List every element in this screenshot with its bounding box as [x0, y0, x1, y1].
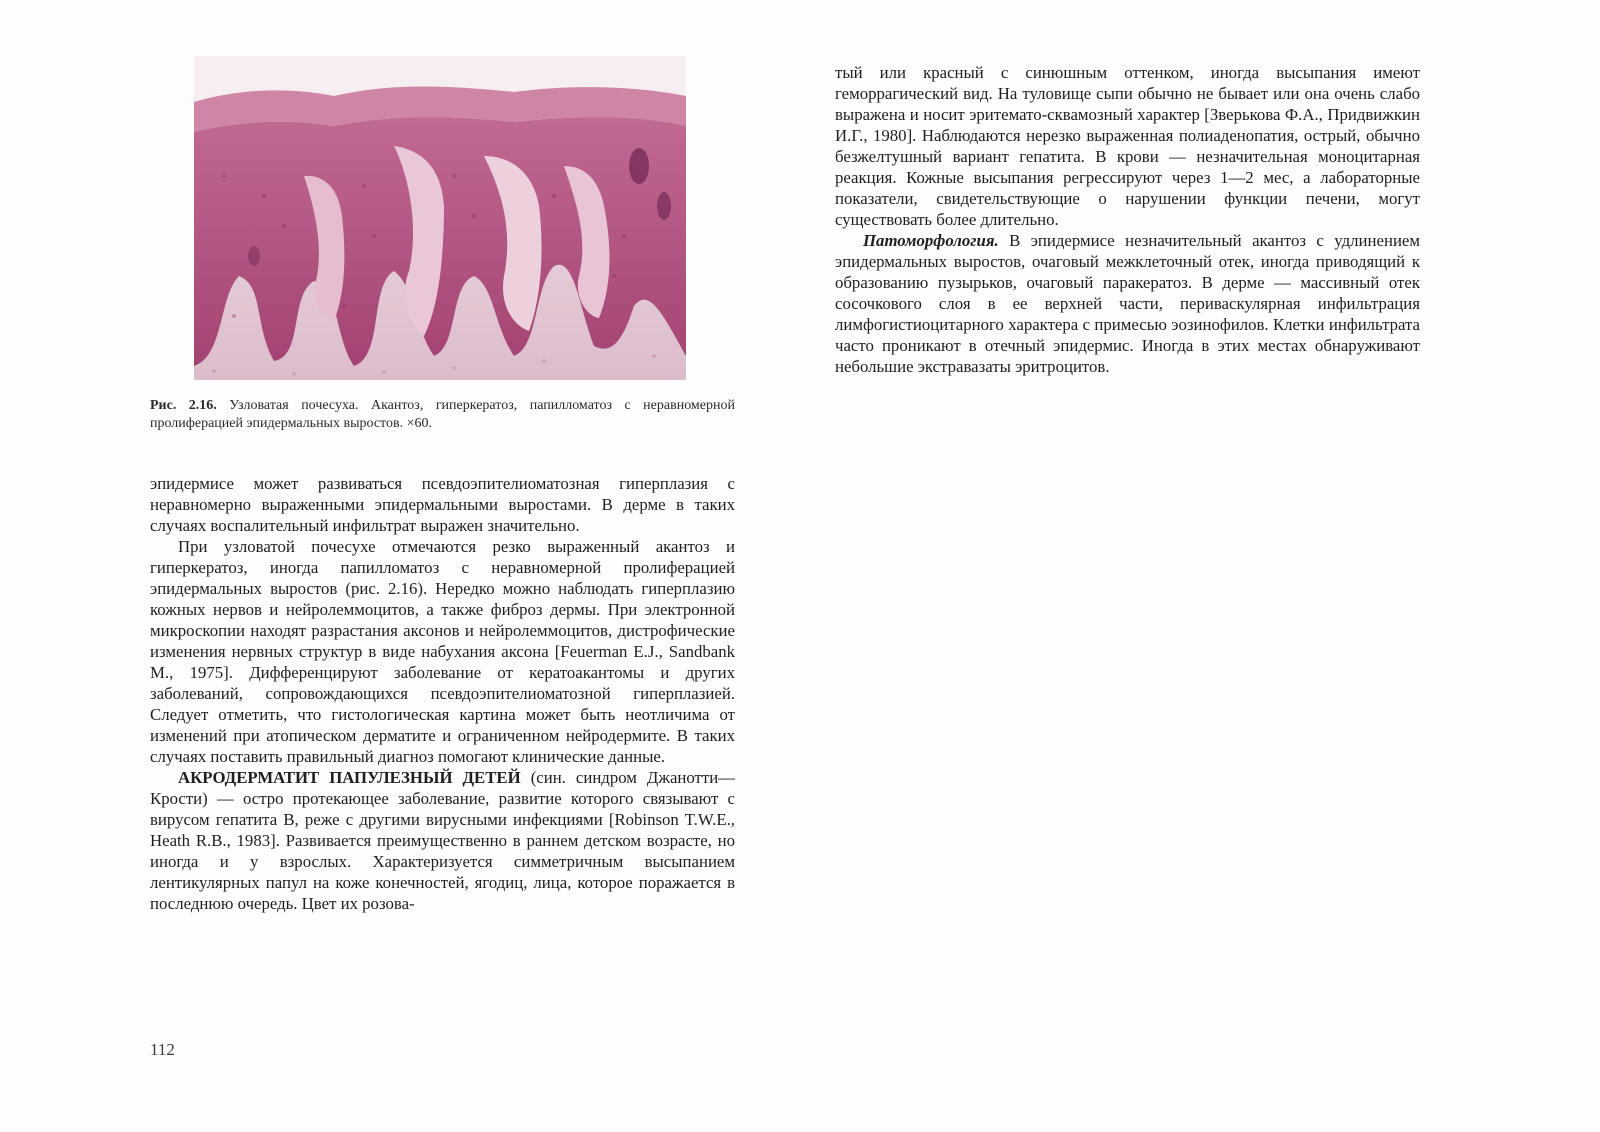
paragraph-acrodermatitis: [150, 767, 735, 914]
paragraph: При узловатой почесухе отмечаются резко выраженный акантоз и гиперкератоз, иногда папилломатоз с неравномерной пролиферацией эпидермальных выростов (рис. 2.16). Нередко можно наблюдать гиперплазию кожных нервов и нейролеммоцитов, а также фиброз дермы. При электронной микроскопии находят разрастания аксонов и нейролеммоцитов, дистрофические изменения нервных структур в виде набухания аксона [Feuerman E.J., Sandbank M., 1975]. Дифференцируют заболевание от кератоакантомы и других заболеваний, сопровождающихся псевдоэпителиоматозной гиперплазией. Следует отметить, что гистологическая картина может быть неотличима от изменений при атопическом дерматите и ограниченном нейродермите. В таких случаях поставить правильный диагноз помогают клинические данные.: [150, 537, 735, 766]
caption-label: Рис. 2.16.: [150, 398, 217, 413]
caption-text: Узловатая почесуха. Акантоз, гиперкератоз, папилломатоз с неравномерной пролиферацией эпидермальных выростов. ×60.: [150, 398, 735, 431]
runin-heading: Патоморфология.: [863, 231, 999, 250]
page-number: 112: [150, 1040, 175, 1059]
term-text: (син. синдром Джанотти—Крости) — остро протекающее заболевание, развитие которого связывают с вирусом гепатита В, реже с другими вирусными инфекциями [Robinson T.W.E., Heath R.B., 1983]. Развивается преимущественно в раннем детском возрасте, но иногда и у взрослых. Характеризуется симметричным высыпанием лентикулярных папул на коже конечностей, ягодиц, лица, которое поражается в последнюю очередь. Цвет их розова-: [150, 768, 735, 913]
histology-micrograph-icon: [194, 56, 686, 380]
runin-text: В эпидермисе незначительный акантоз с удлинением эпидермальных выростов, очаговый межклеточный отек, иногда приводящий к образованию пузырьков, очаговый паракератоз. В дерме — массивный отек сосочкового слоя в ее верхней части, периваскулярная инфильтрация лимфогистиоцитарного характера с примесью эозинофилов. Клетки инфильтрата часто проникают в отечный эпидермис. Иногда в этих местах обнаруживают небольшие экстравазаты эритроцитов.: [835, 231, 1420, 376]
left-body-text: [150, 473, 735, 914]
right-body-text: [835, 62, 1420, 377]
term-heading: АКРОДЕРМАТИТ ПАПУЛЕЗНЫЙ ДЕТЕЙ: [178, 768, 521, 787]
paragraph: эпидермисе может развиваться псевдоэпителиоматозная гиперплазия с неравномерно выраженными эпидермальными выростами. В дерме в таких случаях воспалительный инфильтрат выражен значительно.: [150, 474, 735, 535]
paragraph-pathomorphology: [835, 230, 1420, 377]
paragraph: тый или красный с синюшным оттенком, иногда высыпания имеют геморрагический вид. На туловище сыпи обычно не бывает или она очень слабо выражена и носит эритемато-сквамозный характер [Зверькова Ф.А., Придвижкин И.Г., 1980]. Наблюдаются нерезко выраженная полиаденопатия, острый, обычно безжелтушный вариант гепатита. В крови — незначительная моноцитарная реакция. Кожные высыпания регрессируют через 1—2 мес, а лабораторные показатели, свидетельствующие о нарушении функции печени, могут существовать более длительно.: [835, 63, 1420, 229]
micrograph-figure: [194, 56, 686, 380]
figure-caption: [150, 397, 735, 433]
